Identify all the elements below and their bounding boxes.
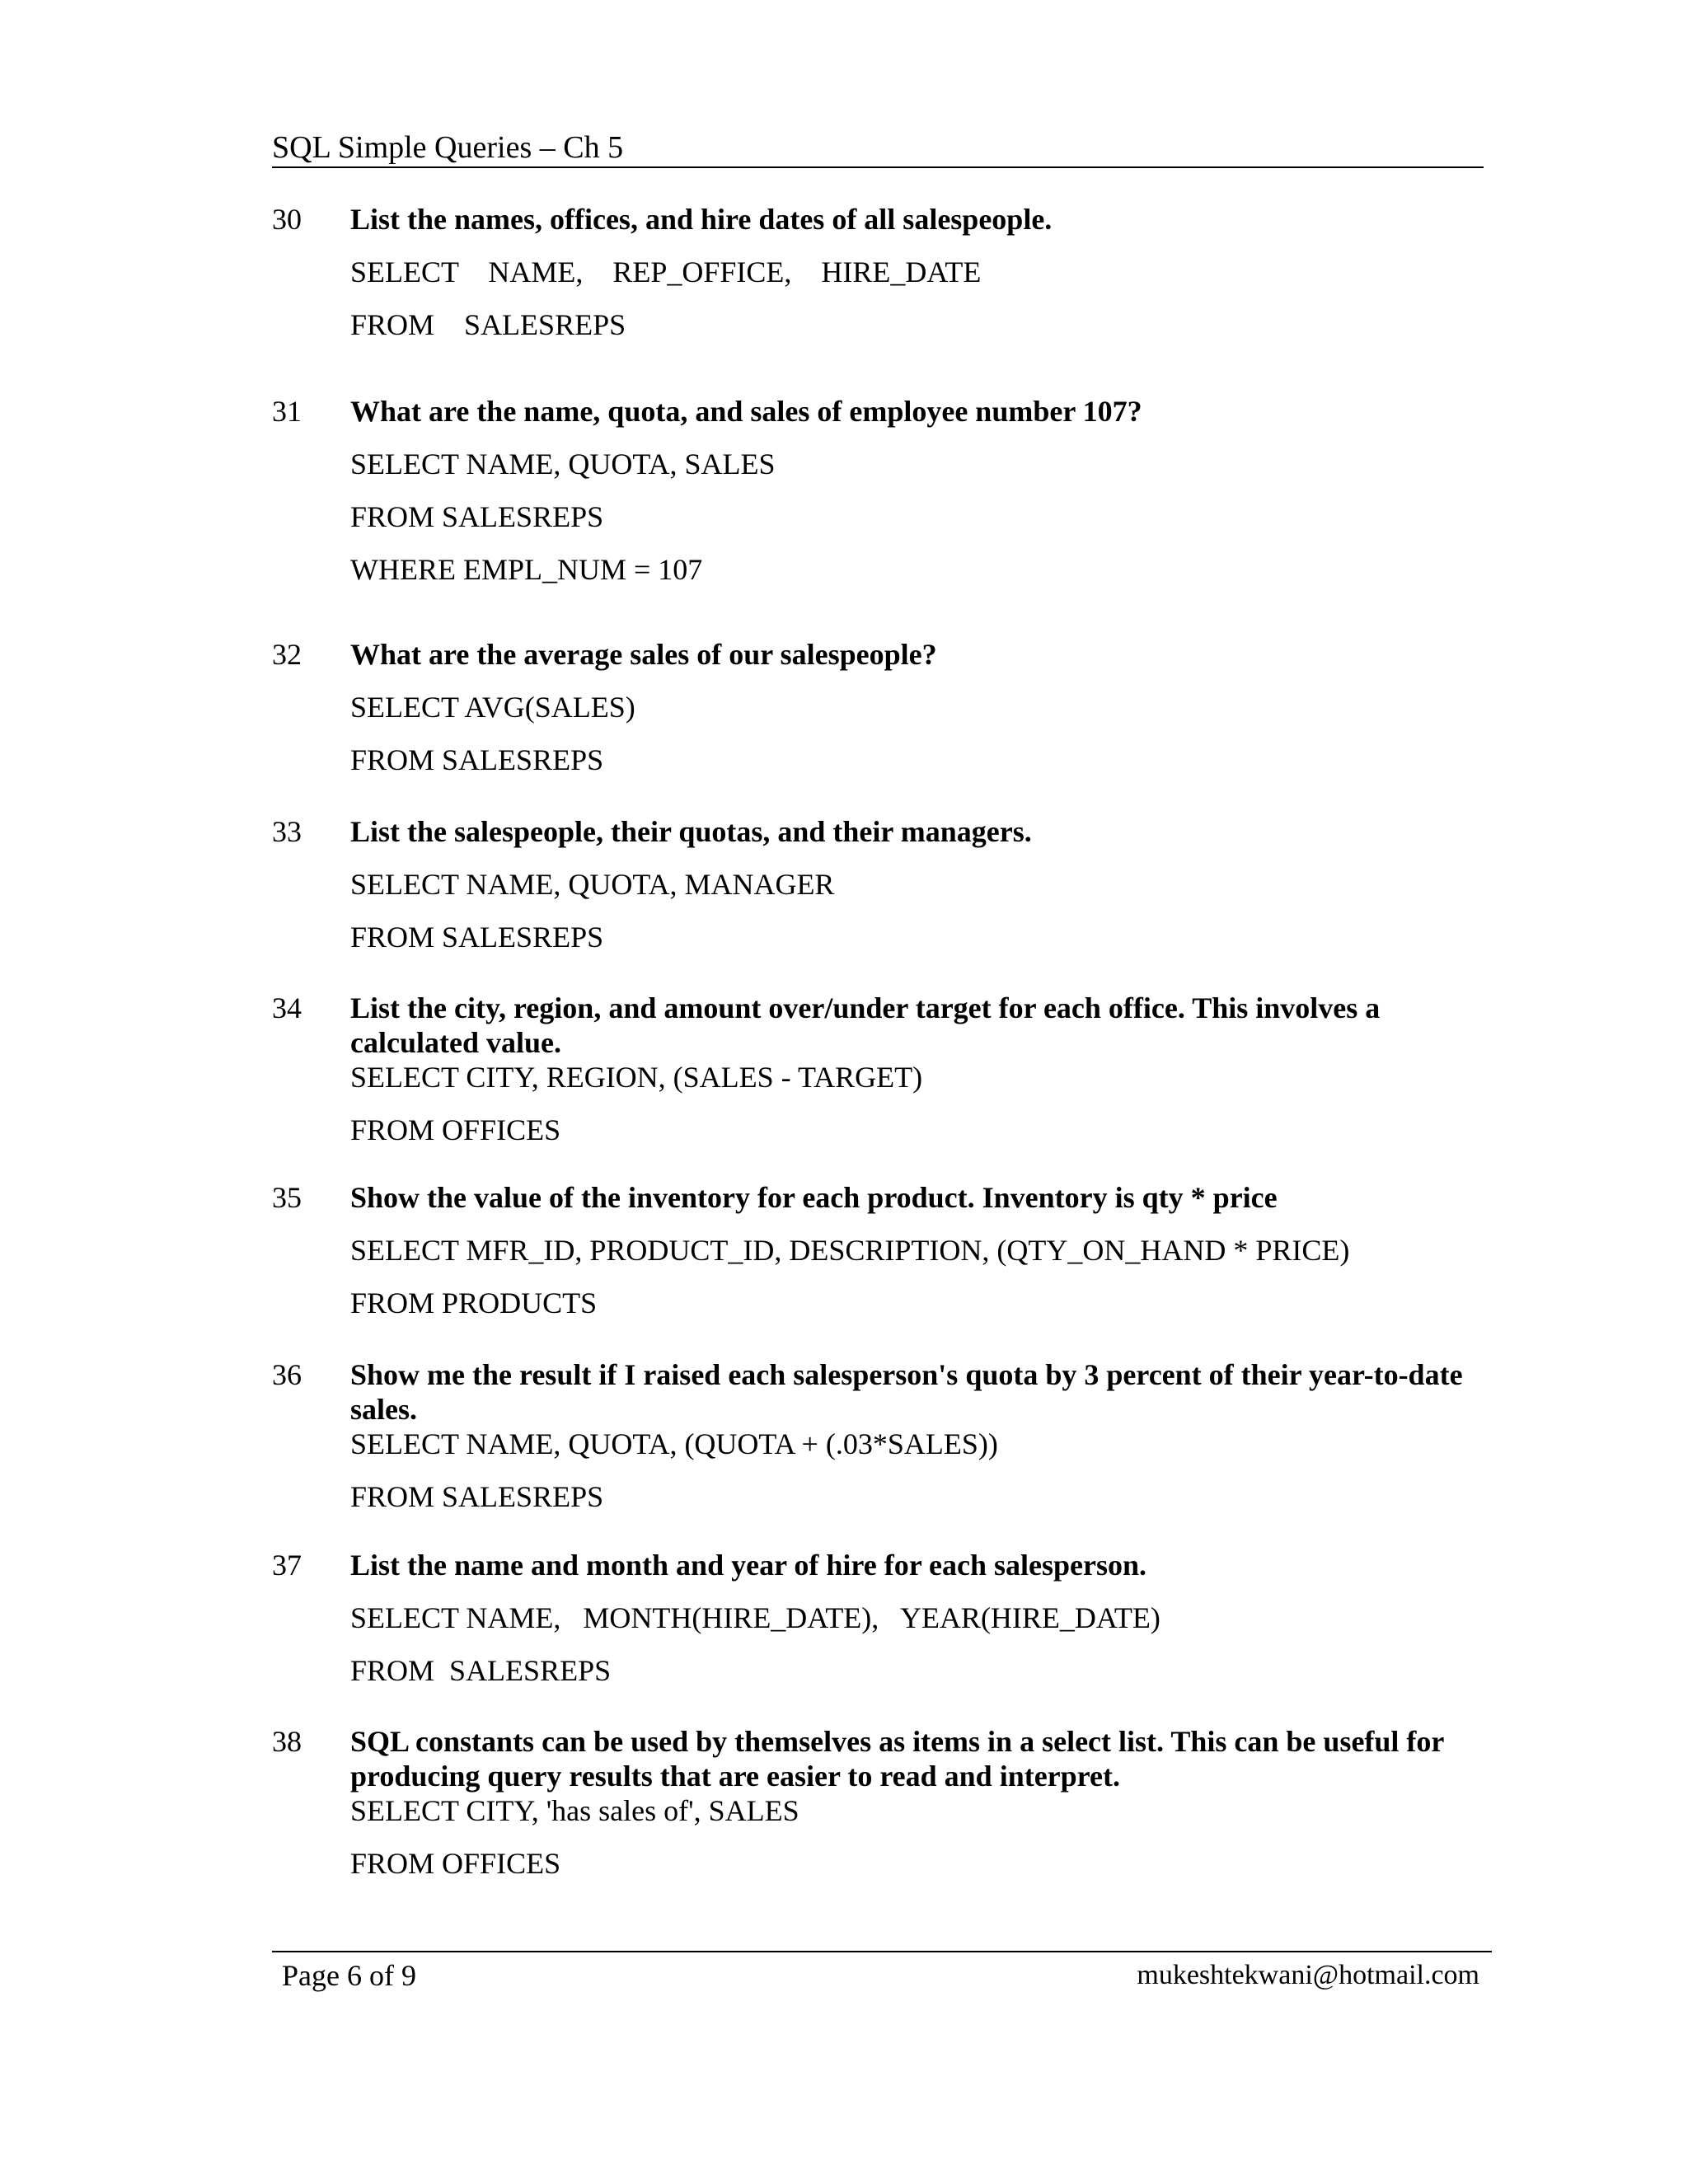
question-title: List the salespeople, their quotas, and their managers. [350,815,1032,848]
question-title: What are the average sales of our salespeople? [350,638,937,671]
sql-line: FROM SALESREPS [350,921,604,954]
question-body [350,1724,1467,1881]
question-title: List the names, offices, and hire dates of all salespeople. [350,203,1053,236]
sql-line: SELECT AVG(SALES) [350,691,635,724]
question-body [350,637,1467,777]
question-number: 35 [272,1181,302,1214]
question-body [350,991,1467,1147]
question-number: 30 [272,203,302,236]
question-body [350,202,1467,342]
question-body [350,814,1467,954]
question-title: Show the value of the inventory for each product. Inventory is qty * price [350,1181,1278,1214]
question-title: List the city, region, and amount over/under target for each office. This involves a calculated value. [350,991,1381,1059]
question-title: SQL constants can be used by themselves as items in a select list. This can be useful for producing query results that are easier to read and interpret. [350,1725,1444,1793]
sql-line: FROM OFFICES [350,1847,561,1880]
sql-line: FROM OFFICES [350,1113,561,1146]
sql-line: SELECT NAME, QUOTA, SALES [350,448,776,480]
question-body [350,394,1467,587]
sql-line: FROM SALESREPS [350,743,604,776]
question-number: 34 [272,991,302,1024]
sql-line: SELECT NAME, QUOTA, MANAGER [350,868,835,901]
question-number: 32 [272,638,302,671]
sql-line: SELECT NAME, REP_OFFICE, HIRE_DATE [350,255,982,288]
question-number: 38 [272,1725,302,1758]
question-title: Show me the result if I raised each salesperson's quota by 3 percent of their year-to-date sales. [350,1358,1463,1426]
sql-line: SELECT NAME, QUOTA, (QUOTA + (.03*SALES)) [350,1427,998,1460]
sql-line: WHERE EMPL_NUM = 107 [350,553,703,586]
author-email: mukeshtekwani@hotmail.com [1137,1960,1479,1990]
question-body [350,1357,1467,1514]
page-number: Page 6 of 9 [282,1959,416,1992]
sql-line: FROM SALESREPS [350,1480,604,1513]
sql-line: SELECT NAME, MONTH(HIRE_DATE), YEAR(HIRE_DATE) [350,1601,1160,1634]
question-body [350,1180,1467,1320]
question-number: 37 [272,1549,302,1582]
question-title: List the name and month and year of hire for each salesperson. [350,1549,1147,1582]
page-footer [272,1951,1492,2002]
sql-line: FROM PRODUCTS [350,1286,598,1319]
question-number: 33 [272,815,302,848]
question-number: 31 [272,395,302,428]
sql-line: SELECT CITY, REGION, (SALES - TARGET) [350,1061,923,1094]
sql-line: FROM SALESREPS [350,1654,612,1687]
sql-line: SELECT CITY, 'has sales of', SALES [350,1794,799,1827]
sql-line: FROM SALESREPS [350,308,626,341]
sql-line: FROM SALESREPS [350,500,604,533]
question-body [350,1548,1467,1688]
page-header [272,128,1484,168]
question-title: What are the name, quota, and sales of employee number 107? [350,395,1142,428]
question-number: 36 [272,1358,302,1391]
header-title: SQL Simple Queries – Ch 5 [272,130,624,165]
sql-line: SELECT MFR_ID, PRODUCT_ID, DESCRIPTION, (QTY_ON_HAND * PRICE) [350,1234,1350,1267]
